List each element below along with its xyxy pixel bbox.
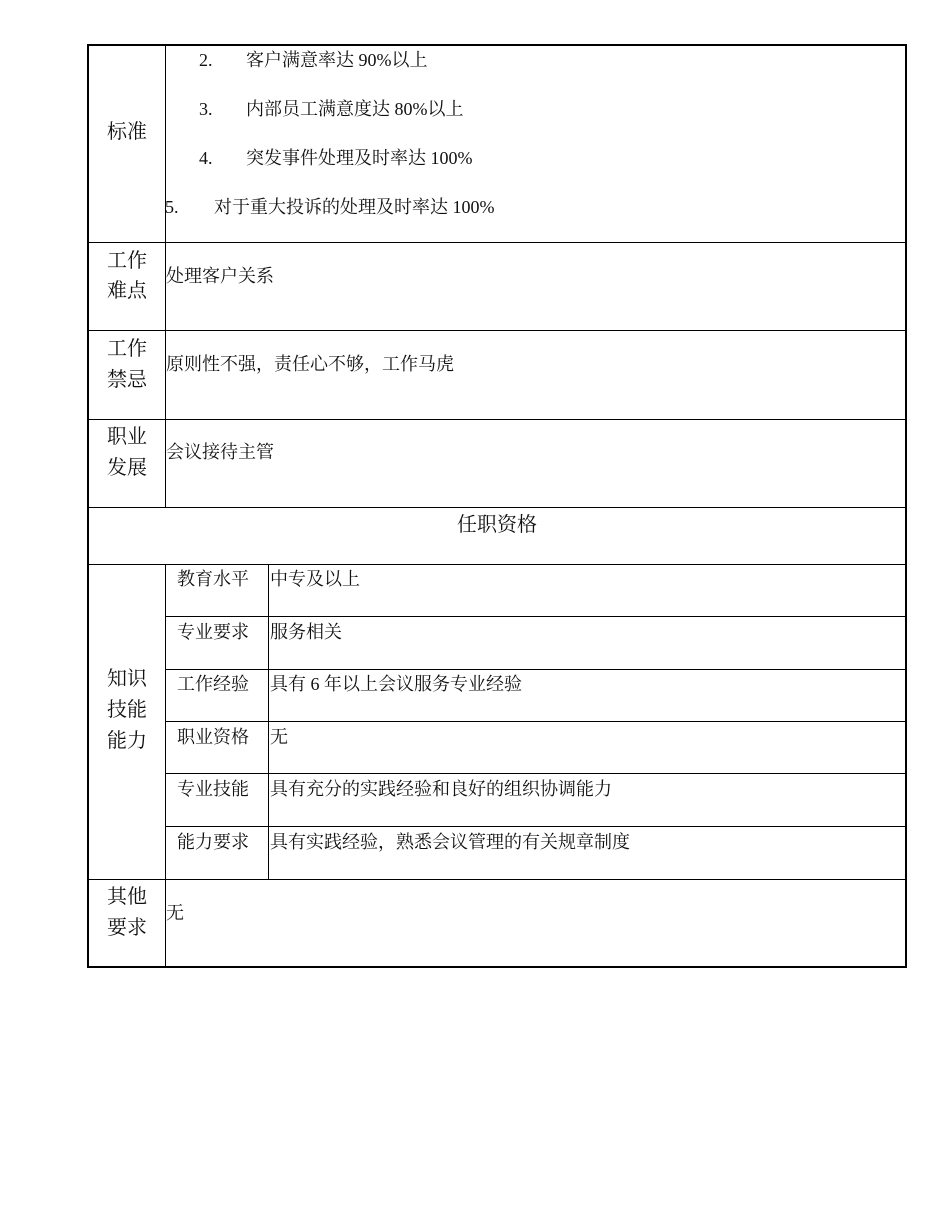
standard-item-text: 客户满意率达 90%以上 [246,50,428,70]
row-divider [165,616,907,617]
row-divider [87,242,907,243]
standard-item-number: 2. [199,50,213,70]
career-value: 会议接待主管 [166,442,274,462]
row-divider [165,826,907,827]
other-label-line2: 要求 [107,917,147,939]
standard-item-text: 内部员工满意度达 80%以上 [246,99,464,119]
skills-row-value: 具有实践经验，熟悉会议管理的有关规章制度 [270,832,630,852]
standard-item-number: 5. [165,197,179,217]
skills-row-value: 无 [270,727,288,747]
skills-label-line2: 技能 [107,699,147,721]
row-divider [165,669,907,670]
standard-label: 标准 [107,121,147,143]
standard-item-text: 突发事件处理及时率达 100% [246,148,473,168]
standard-item-text: 对于重大投诉的处理及时率达 100% [214,197,495,217]
difficulty-label-line2: 难点 [107,280,147,302]
career-label-line2: 发展 [107,457,147,479]
sub-column-divider [268,564,269,880]
table-border-left [87,44,89,968]
skills-row-label: 专业要求 [177,622,249,642]
skills-row-value: 中专及以上 [270,569,360,589]
skills-label-line1: 知识 [107,668,147,690]
career-label-line1: 职业 [107,426,147,448]
taboo-label-line1: 工作 [107,338,147,360]
skills-row-value: 具有充分的实践经验和良好的组织协调能力 [270,779,612,799]
difficulty-value: 处理客户关系 [166,266,274,286]
qualification-title: 任职资格 [457,514,537,536]
taboo-label-line2: 禁忌 [107,369,147,391]
row-divider [87,419,907,420]
other-label-line1: 其他 [107,886,147,908]
skills-row-label: 工作经验 [177,674,249,694]
skills-row-label: 能力要求 [177,832,249,852]
row-divider [165,773,907,774]
standard-item-number: 4. [199,148,213,168]
other-value: 无 [166,903,184,923]
difficulty-label-line1: 工作 [107,250,147,272]
skills-label-line3: 能力 [107,730,147,752]
skills-row-label: 专业技能 [177,779,249,799]
skills-row-label: 教育水平 [177,569,249,589]
standard-item-number: 3. [199,99,213,119]
table-border-bottom [87,966,907,968]
table-border-right [905,44,907,968]
row-divider [87,507,907,508]
table-border-top [87,44,907,46]
row-divider [87,330,907,331]
skills-row-label: 职业资格 [177,727,249,747]
skills-row-value: 服务相关 [270,622,342,642]
taboo-value: 原则性不强，责任心不够，工作马虎 [166,354,454,374]
row-divider [87,879,907,880]
row-divider [87,564,907,565]
row-divider [165,721,907,722]
skills-row-value: 具有 6 年以上会议服务专业经验 [270,674,522,694]
